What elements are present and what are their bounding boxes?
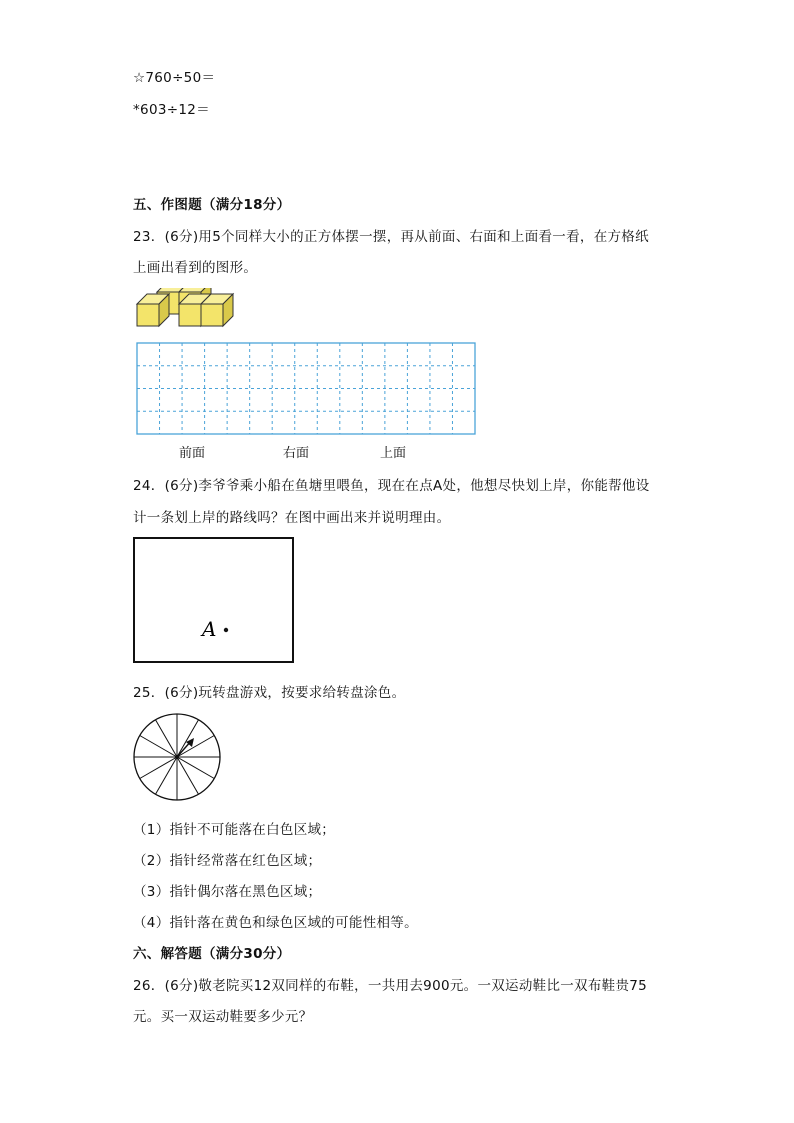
question-23-line-2: 上画出看到的图形。 bbox=[133, 260, 258, 276]
grid-label-right: 右面 bbox=[283, 446, 310, 461]
spinner-figure bbox=[130, 710, 226, 810]
cube-grid-figure bbox=[135, 288, 485, 461]
cube-front-face bbox=[201, 304, 223, 326]
question-26-line-1: 26．(6分)敬老院买12双同样的布鞋，一共用去900元。一双运动鞋比一双布鞋贵75 bbox=[133, 978, 648, 994]
spinner-hub bbox=[175, 755, 179, 759]
question-24-line-1: 24．(6分)李爷爷乘小船在鱼塘里喂鱼，现在在点A处，他想尽快划上岸，你能帮他设 bbox=[133, 478, 650, 494]
rule-4: （4）指针落在黄色和绿色区域的可能性相等。 bbox=[133, 915, 418, 931]
cube-front-face bbox=[179, 304, 201, 326]
cube-front-face bbox=[137, 304, 159, 326]
rule-1: （1）指针不可能落在白色区域； bbox=[133, 822, 336, 838]
question-24-line-2: 计一条划上岸的路线吗？在图中画出来并说明理由。 bbox=[133, 510, 451, 526]
calc-line-2: *603÷12＝ bbox=[133, 102, 210, 118]
point-a-label: A bbox=[202, 617, 217, 641]
point-a-dot bbox=[224, 628, 228, 632]
spinner-wheel[interactable] bbox=[130, 710, 226, 806]
question-26-line-2: 元。买一双运动鞋要多少元？ bbox=[133, 1009, 313, 1025]
pond-drawing[interactable] bbox=[132, 536, 296, 666]
cube-and-grid-drawing bbox=[135, 288, 485, 438]
calc-line-1: ☆760÷50＝ bbox=[133, 70, 216, 86]
cube-stack-icon bbox=[137, 288, 233, 326]
rule-2: （2）指针经常落在红色区域； bbox=[133, 853, 322, 869]
grid-label-top: 上面 bbox=[380, 446, 407, 461]
question-25-line: 25．(6分)玩转盘游戏，按要求给转盘涂色。 bbox=[133, 685, 406, 701]
section-heading-6: 六、解答题（满分30分） bbox=[133, 946, 291, 962]
section-heading-5: 五、作图题（满分18分） bbox=[133, 197, 291, 213]
square-grid[interactable] bbox=[137, 343, 475, 434]
pond-border bbox=[134, 538, 293, 662]
pond-figure bbox=[132, 536, 296, 670]
rule-3: （3）指针偶尔落在黑色区域； bbox=[133, 884, 322, 900]
grid-label-front: 前面 bbox=[179, 446, 206, 461]
question-23-line-1: 23．(6分)用5个同样大小的正方体摆一摆，再从前面、右面和上面看一看，在方格纸 bbox=[133, 229, 649, 245]
